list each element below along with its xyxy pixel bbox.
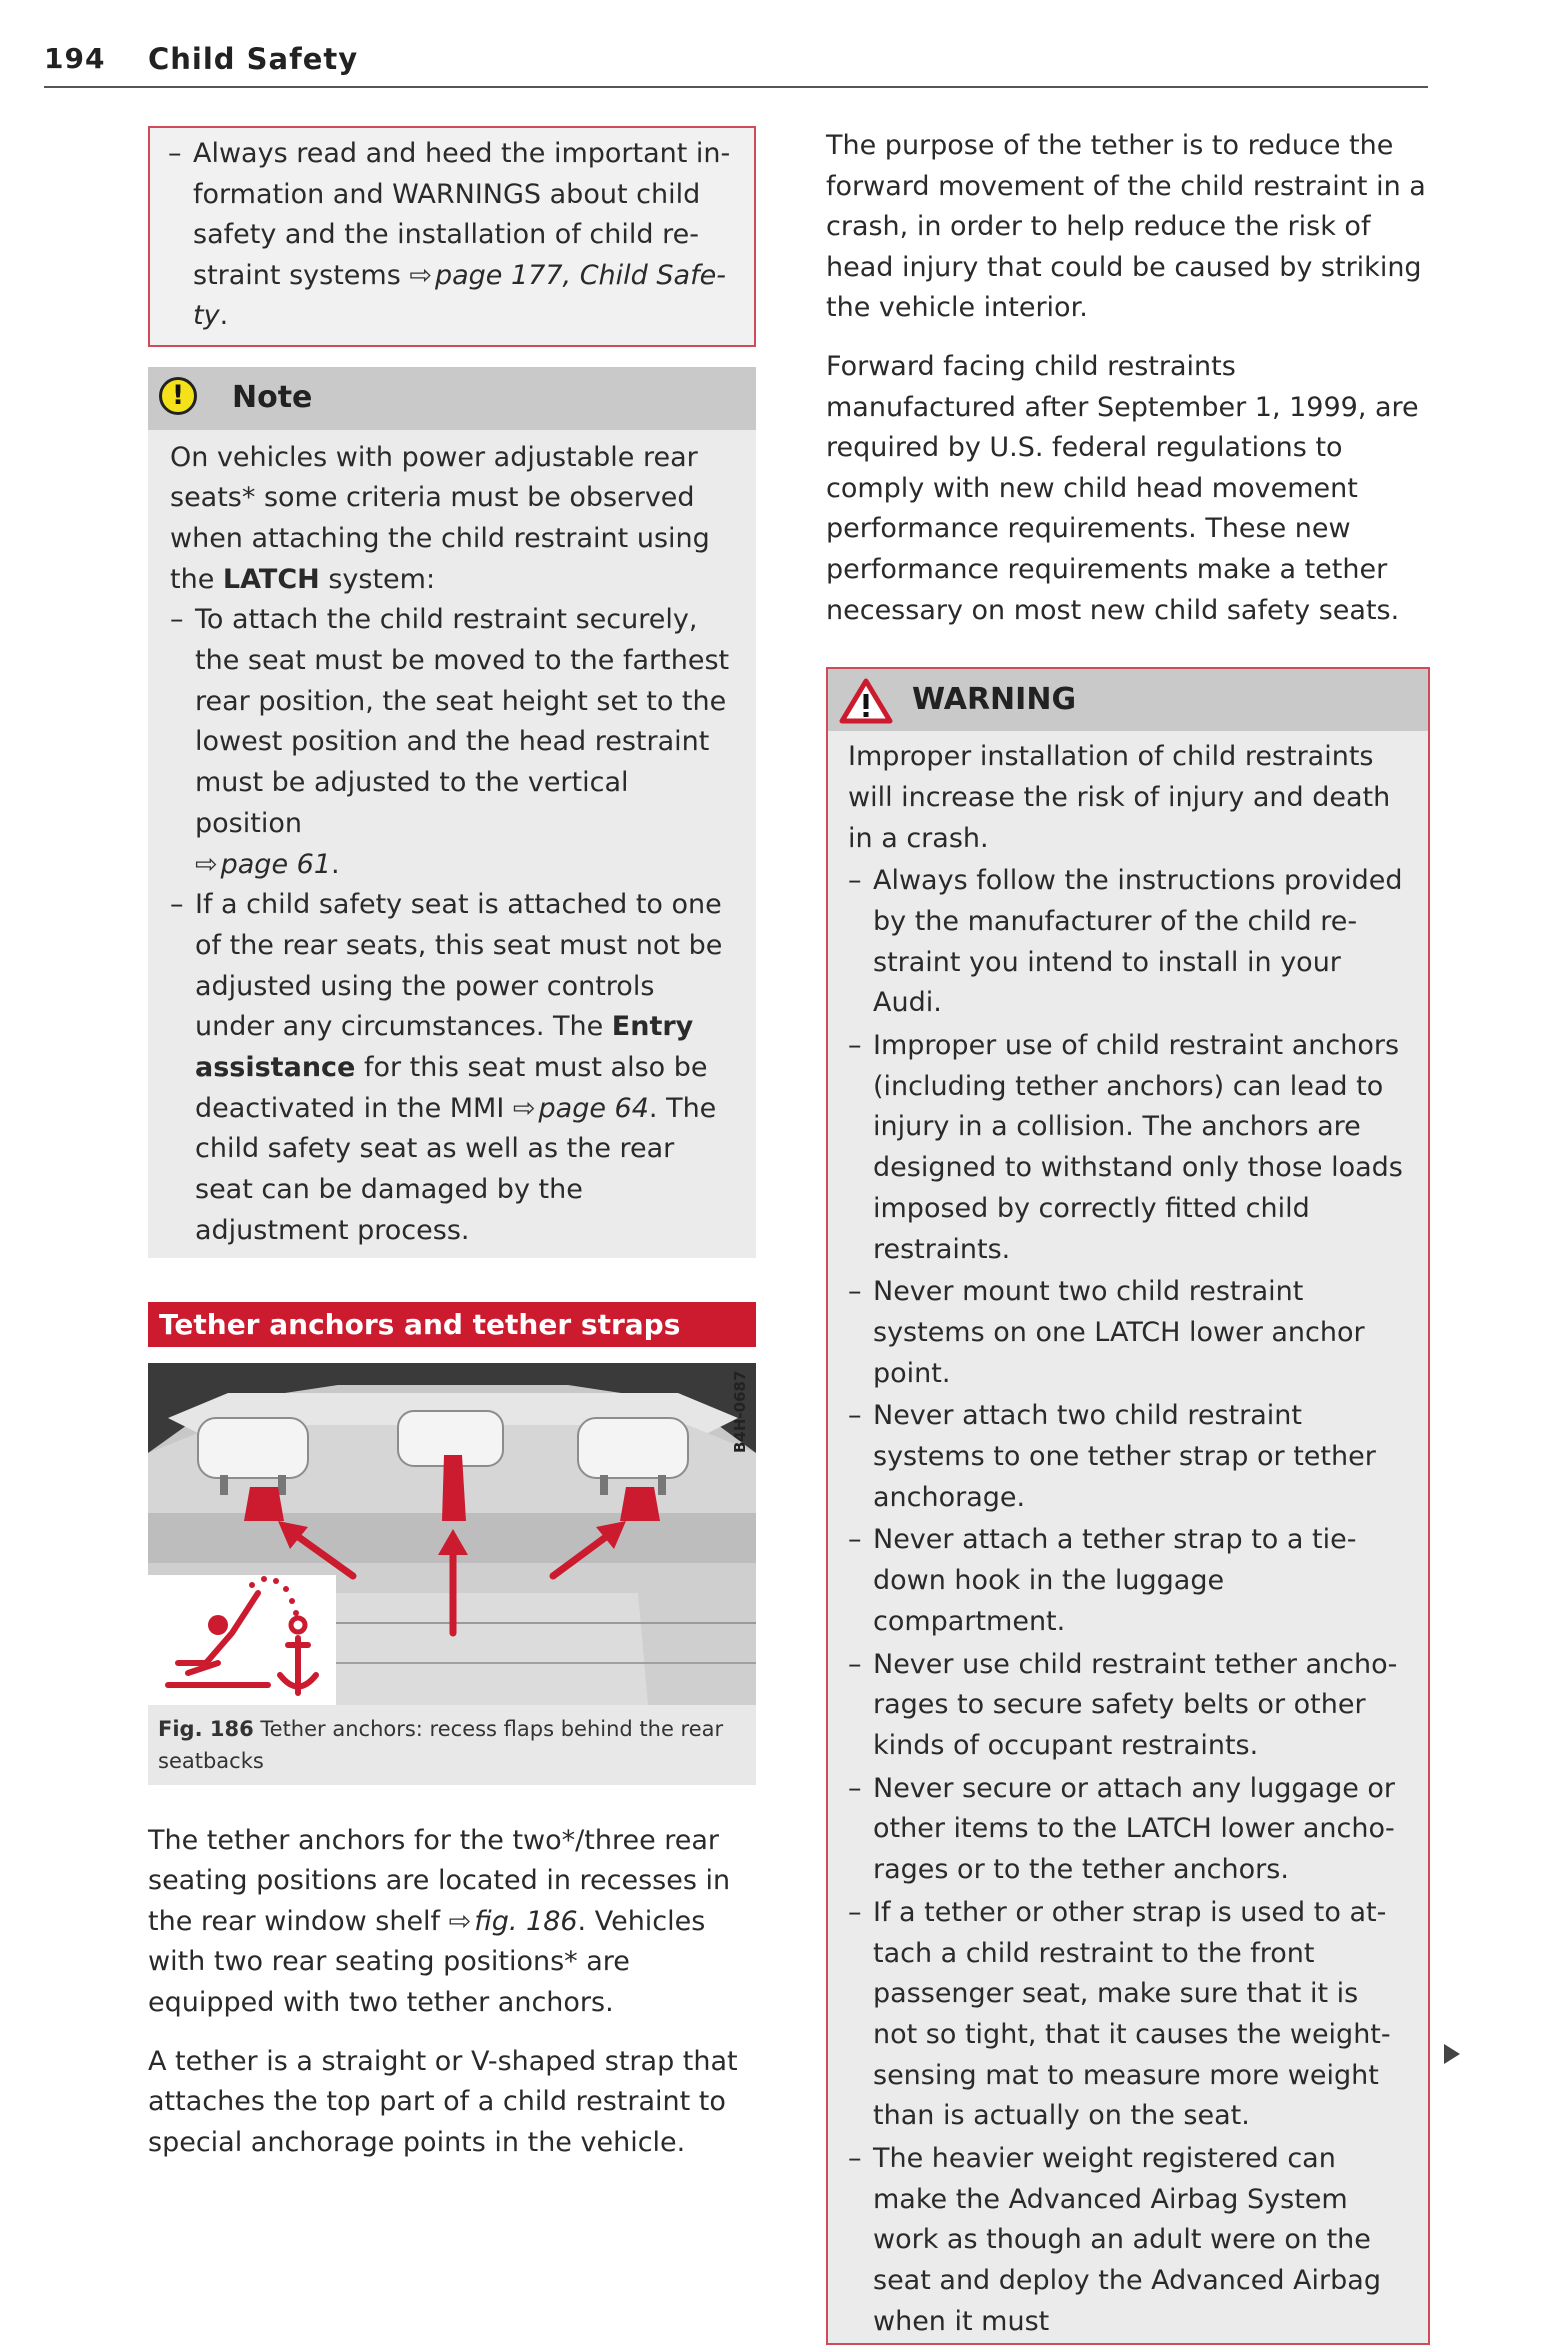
note-item-power-controls: – If a child safety seat is attached to one of the rear seats, this seat must not be adjusted using the power controls under any circumstances. The Entry assistance for this seat must also be deactivated in the MMI ⇨ page 64. The child safety seat as well as the rear seat can be damaged by the adjustment process. [170,885,736,1251]
warning-body [828,731,1428,2342]
exclamation-icon: ! [159,377,197,415]
top-warning-text: Always read and heed the important information and WARNINGS about child safety and the installation of child restraint systems [193,138,731,291]
note-box [148,367,756,1258]
figure-186 [148,1363,756,1785]
warning-item: – Always follow the instructions provided by the manufacturer of the child restraint you intend to install in your Audi. [848,861,1408,1024]
page-reference-link[interactable]: page 61 [220,848,331,880]
left-column [148,126,756,2163]
warning-item: – The heavier weight registered can make the Advanced Airbag System work as though an adult were on the seat and deploy the Advanced Airbag when it must [848,2139,1408,2343]
warning-intro: Improper installation of child restraints will increase the risk of injury and death in a crash. [848,741,1391,854]
figure-reference-link[interactable]: fig. 186 [474,1905,578,1937]
paragraph-tether-purpose: The purpose of the tether is to reduce the forward movement of the child restraint in a crash, in order to help reduce the risk of head injury that could be caused by striking the vehicle interior. [826,130,1426,324]
note-item-seat-position: – To attach the child restraint securely, the seat must be moved to the farthest rear position, the seat height set to the lowest position and the head restraint must be adjusted to the vertical position ⇨ page 61. [170,600,736,885]
page-header [44,38,1428,88]
section-title: Child Safety [148,42,359,76]
figure-caption [148,1705,756,1785]
warning-title: WARNING [912,682,1077,718]
right-column [826,126,1430,2345]
paragraph-tether-locations: The tether anchors for the two*/three rear seating positions are located in recesses in the rear window shelf ⇨ fig. 186. Vehicles with two rear seating positions* are equipped with two tether anchors. [148,1824,731,2018]
reference-arrow-icon: ⇨ [409,259,432,291]
warning-triangle-icon [838,677,894,725]
note-intro: On vehicles with power adjustable rear seats* some criteria must be observed when attaching the child restraint using the LATCH system: [170,441,710,595]
figure-label: Fig. 186 [158,1716,254,1741]
top-warning-item: – Always read and heed the important information and WARNINGS about child safety and the installation of child restraint systems ⇨ page 177, Child Safety. [168,134,736,337]
reference-arrow-icon: ⇨ [512,1092,536,1124]
page-reference-link[interactable]: page 177, Child Safety [193,259,726,331]
warning-item: – Never secure or attach any luggage or other items to the LATCH lower anchorages or to the tether anchors. [848,1769,1408,1891]
warning-item: – Never attach a tether strap to a tie-down hook in the luggage compartment. [848,1520,1408,1642]
page-number: 194 [44,42,106,75]
top-warning-box [148,126,756,347]
subheading-tether-anchors: Tether anchors and tether straps [148,1302,756,1347]
continue-arrow-icon[interactable] [1444,2044,1460,2064]
paragraph-tether-definition: A tether is a straight or V-shaped strap that attaches the top part of a child restraint to special anchorage points in the vehicle. [148,2045,738,2158]
note-header [148,367,756,430]
warning-item: – Never attach two child restraint systems to one tether strap or tether anchorage. [848,1396,1408,1518]
page-reference-link[interactable]: page 64 [538,1092,649,1124]
warning-item: – Improper use of child restraint anchors (including tether anchors) can lead to injury in a collision. The anchors are designed to withstand only those loads imposed by correctly fitted child restraints. [848,1026,1408,1270]
reference-arrow-icon: ⇨ [448,1905,472,1937]
note-title: Note [232,379,313,415]
figure-code: B4H-0687 [731,1370,749,1453]
warning-item: – Never mount two child restraint systems on one LATCH lower anchor point. [848,1272,1408,1394]
warning-item: – If a tether or other strap is used to attach a child restraint to the front passenger seat, make sure that it is not so tight, that it causes the weight-sensing mat to measure more weight than is actually on the seat. [848,1893,1408,2137]
warning-header [828,669,1428,731]
tether-anchor-illustration [148,1363,756,1705]
paragraph-federal-requirements: Forward facing child restraints manufactured after September 1, 1999, are required by U.S. federal regulations to comply with new child head movement performance requirements. These new performance requirements make a tether necessary on most new child safety seats. [826,350,1419,626]
warning-box [826,667,1430,2344]
note-body [148,430,756,1258]
figure-caption-text: Tether anchors: recess flaps behind the rear seatbacks [158,1716,724,1773]
warning-item: – Never use child restraint tether anchorages to secure safety belts or other kinds of occupant restraints. [848,1645,1408,1767]
reference-arrow-icon: ⇨ [195,848,218,880]
